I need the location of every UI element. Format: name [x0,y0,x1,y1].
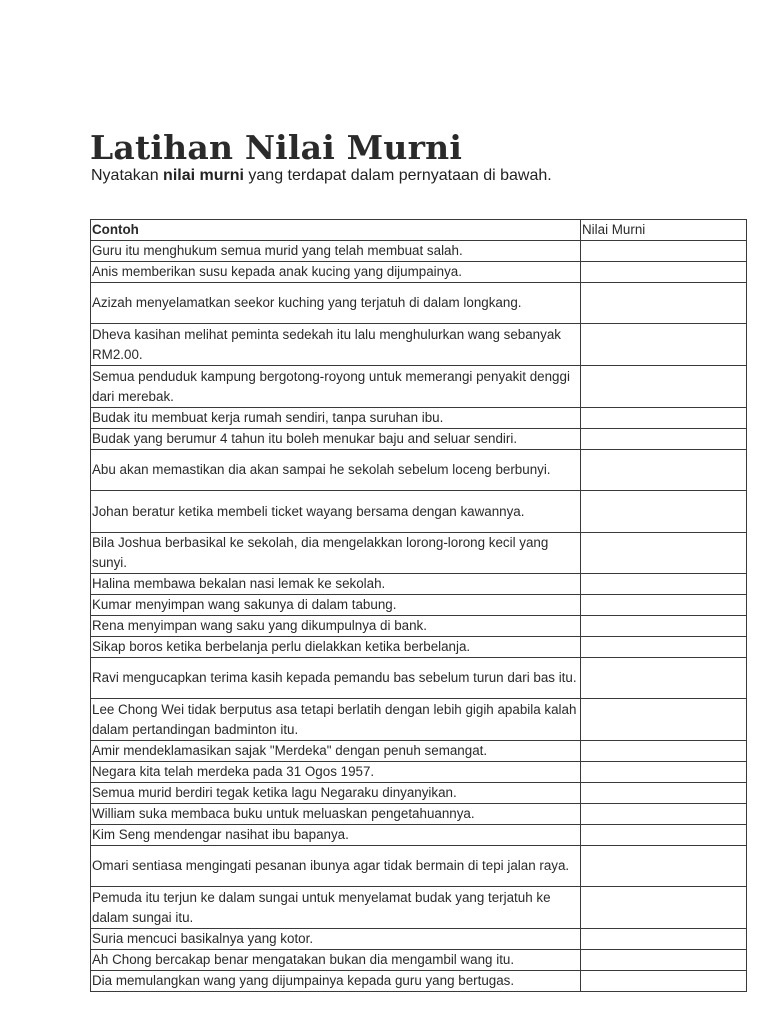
table-row [91,637,747,658]
answer-cell[interactable] [581,283,747,324]
answer-cell[interactable] [581,408,747,429]
answer-cell[interactable] [581,741,747,762]
answer-cell[interactable] [581,825,747,846]
answer-cell[interactable] [581,491,747,533]
page-title: Latihan Nilai Murni [90,128,463,167]
answer-cell[interactable] [581,658,747,699]
example-cell: William suka membaca buku untuk meluaskan pengetahuannya. [91,804,581,825]
answer-cell[interactable] [581,971,747,992]
table-row [91,408,747,429]
table-row [91,950,747,971]
table-row [91,574,747,595]
table-row [91,929,747,950]
example-cell: Dheva kasihan melihat peminta sedekah itu lalu menghulurkan wang sebanyak RM2.00. [91,324,581,366]
answer-cell[interactable] [581,241,747,262]
example-cell: Budak yang berumur 4 tahun itu boleh menukar baju and seluar sendiri. [91,429,581,450]
table-row [91,699,747,741]
table-row [91,783,747,804]
answer-cell[interactable] [581,699,747,741]
table-row [91,658,747,699]
table-row [91,283,747,324]
answer-cell[interactable] [581,429,747,450]
column-header-value: Nilai Murni [581,220,747,241]
answer-cell[interactable] [581,887,747,929]
table-row [91,616,747,637]
example-cell: Guru itu menghukum semua murid yang telah membuat salah. [91,241,581,262]
answer-cell[interactable] [581,595,747,616]
table-row [91,324,747,366]
answer-cell[interactable] [581,762,747,783]
answer-cell[interactable] [581,262,747,283]
table-row [91,366,747,408]
example-cell: Amir mendeklamasikan sajak "Merdeka" dengan penuh semangat. [91,741,581,762]
table-row [91,887,747,929]
example-cell: Ravi mengucapkan terima kasih kepada pemandu bas sebelum turun dari bas itu. [91,658,581,699]
instruction-text-start: Nyatakan [91,167,164,184]
example-cell: Semua penduduk kampung bergotong-royong untuk memerangi penyakit denggi dari merebak. [91,366,581,408]
example-cell: Abu akan memastikan dia akan sampai he sekolah sebelum loceng berbunyi. [91,450,581,491]
instruction-text-end: yang terdapat dalam pernyataan di bawah. [243,167,552,184]
answer-cell[interactable] [581,324,747,366]
instruction-text-emphasis: nilai murni [163,167,244,184]
example-cell: Sikap boros ketika berbelanja perlu dielakkan ketika berbelanja. [91,637,581,658]
table-row [91,241,747,262]
answer-cell[interactable] [581,929,747,950]
example-cell: Dia memulangkan wang yang dijumpainya kepada guru yang bertugas. [91,971,581,992]
table-row [91,533,747,574]
answer-cell[interactable] [581,450,747,491]
answer-cell[interactable] [581,366,747,408]
table-row [91,262,747,283]
example-cell: Negara kita telah merdeka pada 31 Ogos 1957. [91,762,581,783]
worksheet-table [90,219,747,992]
answer-cell[interactable] [581,783,747,804]
example-cell: Lee Chong Wei tidak berputus asa tetapi berlatih dengan lebih gigih apabila kalah dalam pertandingan badminton itu. [91,699,581,741]
table-row [91,429,747,450]
table-row [91,491,747,533]
example-cell: Pemuda itu terjun ke dalam sungai untuk menyelamat budak yang terjatuh ke dalam sungai itu. [91,887,581,929]
example-cell: Rena menyimpan wang saku yang dikumpulnya di bank. [91,616,581,637]
answer-cell[interactable] [581,533,747,574]
example-cell: Halina membawa bekalan nasi lemak ke sekolah. [91,574,581,595]
example-cell: Azizah menyelamatkan seekor kuching yang terjatuh di dalam longkang. [91,283,581,324]
table-row [91,846,747,887]
answer-cell[interactable] [581,950,747,971]
column-header-example: Contoh [91,220,581,241]
table-row [91,971,747,992]
answer-cell[interactable] [581,574,747,595]
table-row [91,741,747,762]
answer-cell[interactable] [581,846,747,887]
example-cell: Johan beratur ketika membeli ticket wayang bersama dengan kawannya. [91,491,581,533]
instruction-text [91,166,552,186]
answer-cell[interactable] [581,804,747,825]
example-cell: Omari sentiasa mengingati pesanan ibunya agar tidak bermain di tepi jalan raya. [91,846,581,887]
table-header-row [91,220,747,241]
table-row [91,825,747,846]
example-cell: Semua murid berdiri tegak ketika lagu Negaraku dinyanyikan. [91,783,581,804]
example-cell: Ah Chong bercakap benar mengatakan bukan dia mengambil wang itu. [91,950,581,971]
example-cell: Suria mencuci basikalnya yang kotor. [91,929,581,950]
example-cell: Kim Seng mendengar nasihat ibu bapanya. [91,825,581,846]
answer-cell[interactable] [581,637,747,658]
table-row [91,804,747,825]
answer-cell[interactable] [581,616,747,637]
table-row [91,595,747,616]
table-row [91,450,747,491]
example-cell: Anis memberikan susu kepada anak kucing yang dijumpainya. [91,262,581,283]
example-cell: Bila Joshua berbasikal ke sekolah, dia mengelakkan lorong-lorong kecil yang sunyi. [91,533,581,574]
example-cell: Budak itu membuat kerja rumah sendiri, tanpa suruhan ibu. [91,408,581,429]
table-row [91,762,747,783]
example-cell: Kumar menyimpan wang sakunya di dalam tabung. [91,595,581,616]
